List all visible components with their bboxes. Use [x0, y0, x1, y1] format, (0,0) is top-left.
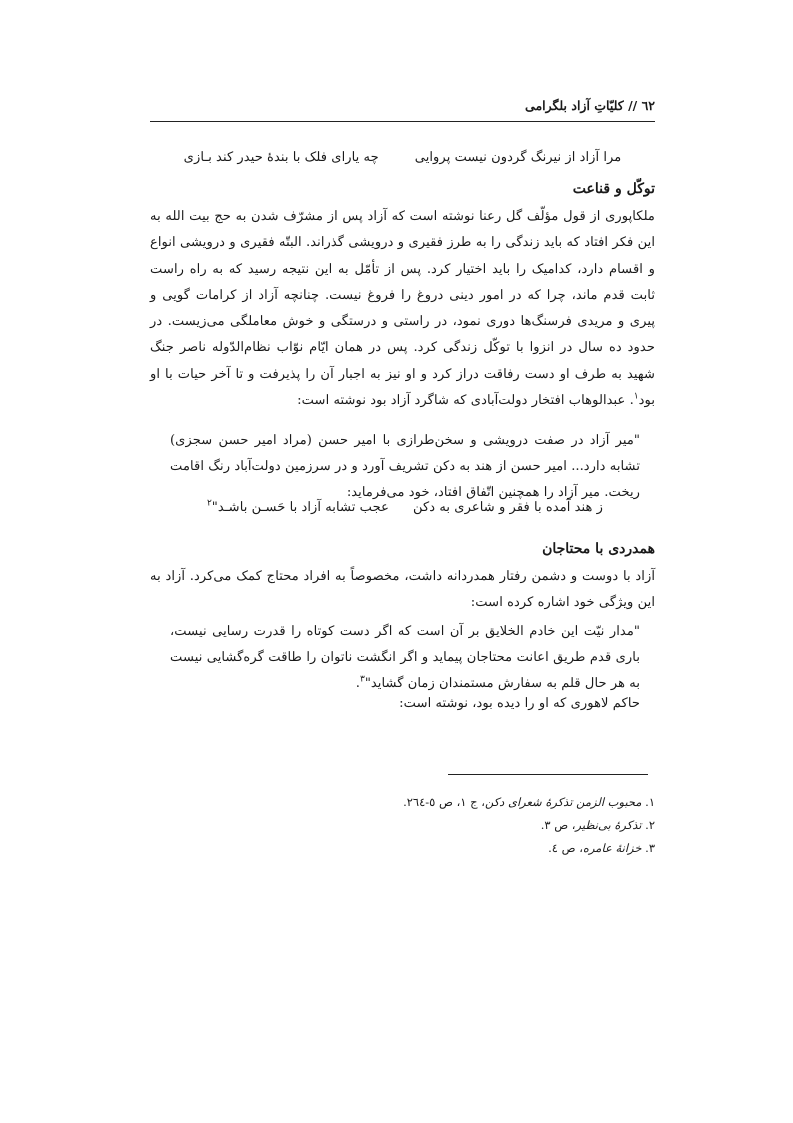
section-1-paragraph: [150, 204, 655, 414]
section-title-tawakkul: توکّل و قناعت: [572, 181, 655, 197]
section-2-closing: حاکم لاهوری که او را دیده بود، نوشته است:: [399, 696, 640, 711]
footnote-rest: ، ص ٤.: [548, 841, 583, 855]
section-title-hamdardi: همدردی با محتاجان: [542, 541, 655, 557]
quote-verse-hemistich-2-wrap: [207, 500, 389, 515]
footnote-3: [150, 837, 655, 860]
footnotes: [150, 791, 655, 860]
footnote-author: محبوب الزمن: [576, 795, 642, 809]
section-1-text-tail: . عبدالوهاب افتخار دولت‌آبادی که شاگرد آزاد بود نوشته است:: [297, 393, 634, 409]
header-rule: [150, 121, 655, 122]
footnote-rest: ، ج ١، ص ٥-٢٦٤.: [403, 795, 485, 809]
footnote-title: تذکرهٔ شعرای دکن: [484, 795, 573, 809]
section-1-text: ملکاپوری از قول مؤلّف گل رعنا نوشته است که آزاد پس از مشرّف شدن به حج بیت الله به این فکر افتاد که باید زندگی را به طرز فقیری و درویشی گذراند. البتّه فقیری و درویشی انواع و اقسام دارد، کدامیک را باید اختیار کرد. پس از تأمّل به این نتیجه رسید که به راه راست ثابت قدم ماند، چرا که در امور دینی دروغ را فروغ نیست. چنانچه آزاد از کرامات گویی و پیری و مریدی فرسنگ‌ها دوری نمود، در راستی و درستگی و خوش معاملگی می‌زیست. در حدود ده سال در انزوا با توکّل زندگی کرد. پس در همان ایّام نوّاب نظام‌الدّوله ناصر جنگ شهید به طرف او دست رفاقت دراز کرد و او نیز به اجبار آن را پذیرفت و تا آخر حیات با او بود: [150, 209, 655, 409]
verse-hemistich-1: مرا آزاد از نیرنگ گردون نیست پروایی: [414, 150, 622, 165]
running-head: ٦٢ // كليّاتِ آزاد بلگرامی: [525, 98, 655, 113]
quote-verse-hemistich-1: ز هند آمده با فقر و شاعری به دکن: [412, 500, 604, 515]
footnote-number: ٣.: [645, 841, 655, 855]
section-2-quote-end: .: [355, 675, 360, 691]
footnote-title: خزانهٔ عامره: [582, 841, 642, 855]
verse-hemistich-2: چه یارای فلک با بندهٔ حیدر کند بـازی: [183, 150, 379, 165]
section-2-quote-text: "مدار نیّت این خادم الخلایق بر آن است که اگر دست کوتاه را قدرت رسایی نیست، باری قدم طریق اعانت محتاجان پیماید و اگر انگشت ناتوان را طاقت گره‌گشایی نیست به هر حال قلم به سفارش مستمندان زمان گشاید": [170, 624, 640, 691]
footnote-ref-2: ٢: [206, 498, 212, 509]
section-1-quote: "میر آزاد در صفت درویشی و سخن‌طرازی با امیر حسن (مراد امیر حسن سجزی) تشابه دارد... امیر حسن از هند به دکن تشریف آورد و در سرزمین دولت‌آباد رنگ اقامت ریخت. میر آزاد را همچنین اتّفاق افتاد، خود می‌فرماید:: [170, 433, 640, 500]
quote-verse: [170, 500, 640, 515]
footnote-1: [150, 791, 655, 814]
footnote-ref-3: ٣: [359, 674, 365, 685]
footnote-number: ١.: [645, 795, 655, 809]
opening-verse: [150, 150, 655, 165]
footnote-rule: [448, 774, 648, 775]
quote-verse-hemistich-2: عجب تشابه آزاد با حَسـن باشـد": [211, 500, 389, 515]
footnote-title: تذکرهٔ بی‌نظیر: [575, 818, 642, 832]
section-2-quote: [170, 619, 640, 696]
footnote-number: ٢.: [645, 818, 655, 832]
section-2-paragraph: آزاد با دوست و دشمن رفتار همدردانه داشت، مخصوصاً به افراد محتاج کمک می‌کرد. آزاد به این ویژگی خود اشاره کرده است:: [150, 569, 655, 611]
footnote-2: [150, 814, 655, 837]
footnote-rest: ، ص ٣.: [540, 818, 576, 832]
footnote-ref-1: ١: [633, 391, 639, 402]
